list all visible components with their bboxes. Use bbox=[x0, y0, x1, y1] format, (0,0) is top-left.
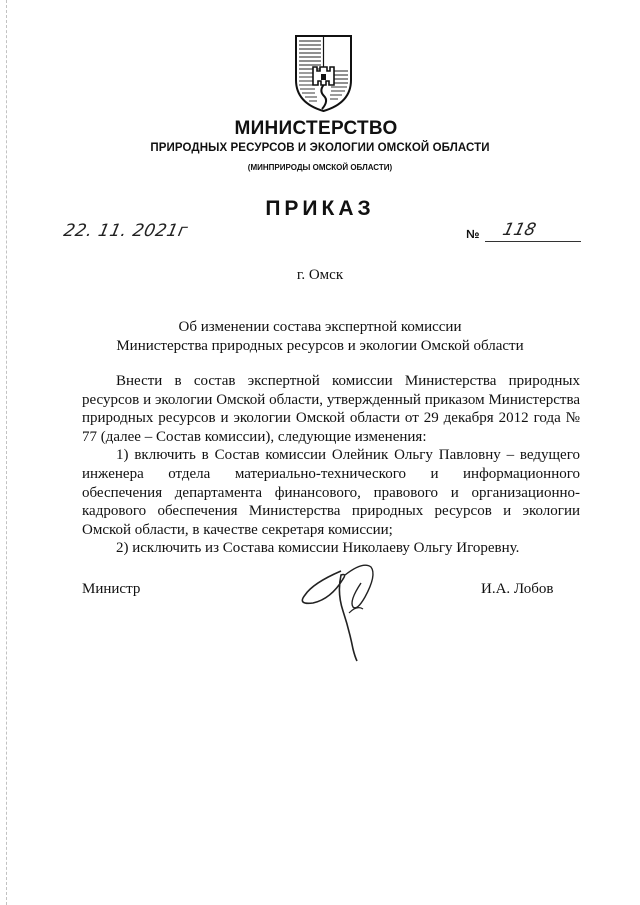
body-paragraph-item-1: 1) включить в Состав комиссии Олейник Ольгу Павловну – ведущего инженера отдела материально-технического и информационного обеспечения департамента финансового, правового и организационно-кадрового обеспечения Министерства природных ресурсов и экологии Омской области, в качестве секретаря комиссии; bbox=[82, 447, 580, 538]
subject-line-2: Министерства природных ресурсов и экологии Омской области bbox=[116, 338, 524, 354]
handwritten-number: 118 bbox=[500, 220, 538, 240]
handwritten-signature-icon bbox=[283, 553, 393, 663]
document-type-title: ПРИКАЗ bbox=[265, 197, 375, 220]
ministry-short-name: (МИНПРИРОДЫ ОМСКОЙ ОБЛАСТИ) bbox=[247, 163, 393, 172]
subject-line-1: Об изменении состава экспертной комиссии bbox=[178, 319, 462, 335]
coat-of-arms-icon bbox=[293, 33, 354, 113]
ministry-full-name: ПРИРОДНЫХ РЕСУРСОВ И ЭКОЛОГИИ ОМСКОЙ ОБЛАСТИ bbox=[150, 142, 490, 154]
body-paragraph-intro: Внести в состав экспертной комиссии Министерства природных ресурсов и экологии Омской области, утвержденный приказом Министерства природных ресурсов и экологии Омской области от 29 декабря 2012 года № 77 (далее – Состав комиссии), следующие изменения: bbox=[82, 373, 580, 445]
ministry-name: МИНИСТЕРСТВО bbox=[234, 118, 398, 139]
signer-title: Министр bbox=[82, 581, 141, 597]
signer-name: И.А. Лобов bbox=[481, 581, 554, 597]
number-underline bbox=[485, 241, 581, 242]
body-paragraph-item-2: 2) исключить из Состава комиссии Николаеву Ольгу Игоревну. bbox=[116, 540, 520, 557]
order-subject bbox=[0, 318, 640, 356]
number-label: № bbox=[466, 227, 480, 241]
handwritten-date: 22. 11. 2021г bbox=[61, 221, 190, 241]
order-body bbox=[82, 372, 580, 558]
city-line: г. Омск bbox=[296, 267, 344, 283]
